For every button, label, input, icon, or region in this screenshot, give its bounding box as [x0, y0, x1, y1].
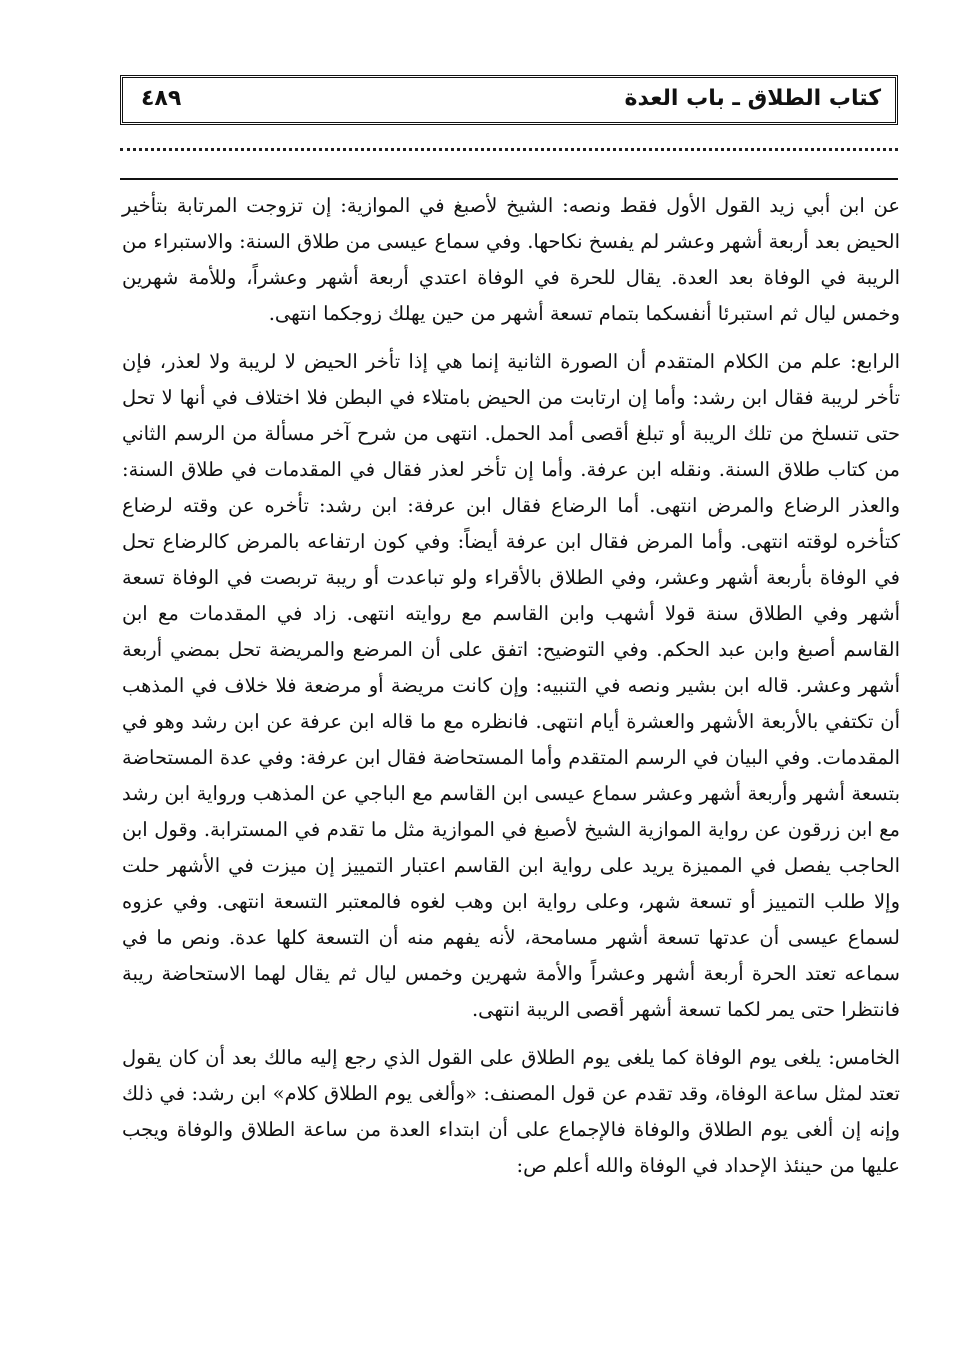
dotted-divider	[120, 148, 898, 151]
paragraph: الخامس: يلغى يوم الوفاة كما يلغى يوم الطلاق على القول الذي رجع إليه مالك بعد أن كان يقول تعتد لمثل ساعة الوفاة، وقد تقدم عن قول المصنف: «وألغى يوم الطلاق كلام» ابن رشد: في ذلك وإنه إن ألغى يوم الطلاق والوفاة فالإجماع على أن ابتداء العدة من ساعة الطلاق والوفاة ويجب عليها من حينئذ الإحداد في الوفاة والله أعلم ص:	[122, 1046, 900, 1177]
footnote-rule	[120, 178, 898, 180]
page-header	[120, 75, 898, 125]
paragraph: الرابع: علم من الكلام المتقدم أن الصورة الثانية إنما هي إذا تأخر الحيض لا لريبة ولا لعذر، فإن تأخر لريبة فقال ابن رشد: وأما إن ارتابت من الحيض بامتلاء في البطن فلا اختلاف في أنها لا تحل حتى تنسلخ من تلك الريبة أو تبلغ أقصى أمد الحمل. انتهى من شرح آخر مسألة من الرسم الثاني من كتاب طلاق السنة. ونقله ابن عرفة. وأما إن تأخر لعذر فقال في المقدمات في طلاق السنة: والعذر الرضاع والمرض انتهى. أما الرضاع فقال ابن عرفة: ابن رشد: تأخره عن وقته لرضاع كتأخره لوقته انتهى. وأما المرض فقال ابن عرفة أيضاً: وفي كون ارتفاعه بالمرض كالرضاع تحل في الوفاة بأربعة أشهر وعشر، وفي الطلاق بالأقراء ولو تباعدت أو ريبة تربصت في الوفاة تسعة أشهر وفي الطلاق سنة قولا أشهب وابن القاسم مع روايته انتهى. زاد في المقدمات مع ابن القاسم أصبغ وابن عبد الحكم. وفي التوضيح: اتفق على أن المرضع والمريضة تحل بمضي أربعة أشهر وعشر. قاله ابن بشير ونصه في التنبيه: وإن كانت مريضة أو مرضعة فلا خلاف في المذهب أن تكتفي بالأربعة الأشهر والعشرة أيام انتهى. فانظره مع ما قاله ابن عرفة عن ابن رشد وهو في المقدمات. وفي البيان في الرسم المتقدم وأما المستحاضة فقال ابن عرفة: وفي عدة المستحاضة بتسعة أشهر وأربعة أشهر وعشر سماع عيسى ابن القاسم مع الباجي عن المذهب ورواية ابن رشد مع ابن زرقون عن رواية الموازية الشيخ لأصبغ في الموازية مثل ما تقدم في المسترابة. وقول ابن الحاجب يفصل في المميزة يريد على رواية ابن القاسم اعتبار التمييز إن ميزت في الأشهر حلت وإلا طلب التمييز أو تسعة شهر، وعلى رواية ابن وهب لغوه فالمعتبر التسعة انتهى. وفي عزوه لسماع عيسى أن عدتها تسعة أشهر مسامحة، لأنه يفهم منه أن التسعة كلها عدة. ونص ما في سماعه تعتد الحرة أربعة أشهر وعشراً والأمة شهرين وخمس ليال ثم يقال لهما الاستحاضة ريبة فانتظرا حتى يمر لكما تسعة أشهر أقصى الريبة انتهى.	[122, 350, 900, 1021]
page-number: ٤٨٩	[141, 86, 182, 111]
paragraph: عن ابن أبي زيد القول الأول فقط ونصه: الشيخ لأصبغ في الموازية: إن تزوجت المرتابة بتأخير الحيض بعد أربعة أشهر وعشر لم يفسخ نكاحها. وفي سماع عيسى من طلاق السنة: والاستبراء من الريبة في الوفاة بعد العدة. يقال للحرة في الوفاة اعتدي أربعة أشهر وعشراً، وللأمة شهرين وخمس ليال ثم استبرئا أنفسكما بتمام تسعة أشهر من حين يهلك زوجكما انتهى.	[122, 194, 900, 325]
footnote-text	[122, 188, 900, 1196]
chapter-title: كتاب الطلاق ـ باب العدة	[624, 86, 881, 111]
